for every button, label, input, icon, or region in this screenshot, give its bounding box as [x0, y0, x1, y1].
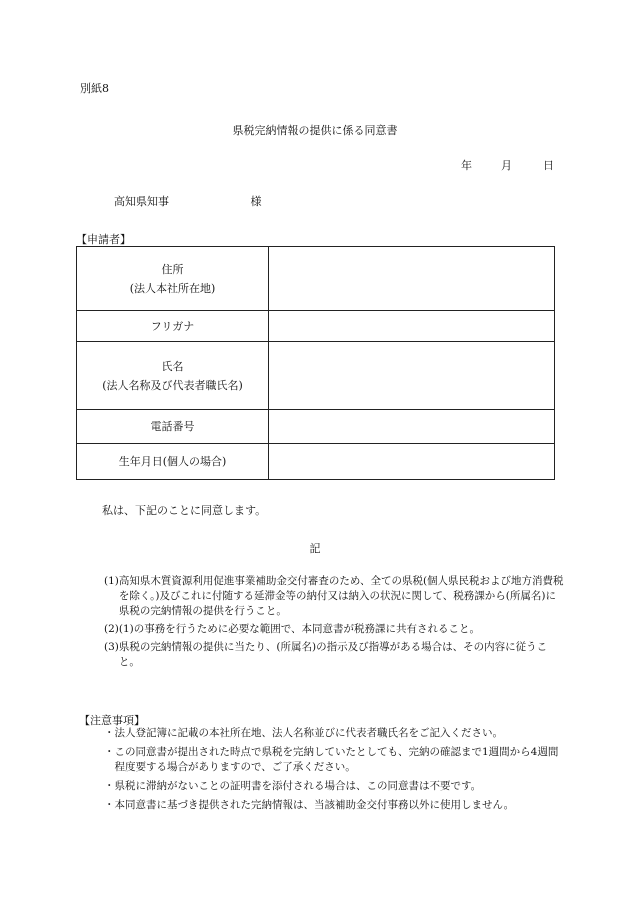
furigana-field[interactable]: [269, 311, 555, 342]
consent-items: [104, 574, 564, 673]
name-label: 氏名 (法人名称及び代表者職氏名): [77, 342, 269, 410]
birthdate-field[interactable]: [269, 444, 555, 480]
bullet-icon: ・: [104, 799, 115, 811]
date-year: 年: [461, 159, 472, 172]
document-number: 別紙8: [80, 82, 109, 95]
addressee: [114, 193, 262, 209]
consent-item: (1) 高知県木質資源利用促進事業補助金交付審査のため、全ての県税(個人県民税および地方消費税を除く。)及びこれに付随する延滞金等の納付又は納入の状況に関して、税務課から(所属名)に県税の完納情報の提供を行うこと。: [104, 575, 564, 617]
consent-statement: 私は、下記のことに同意します。: [102, 504, 267, 517]
bullet-icon: ・: [104, 727, 115, 739]
date-month: 月: [501, 159, 512, 172]
date-line: [461, 157, 554, 173]
address-label: 住所 (法人本社所在地): [77, 247, 269, 311]
consent-item: (3) 県税の完納情報の提供に当たり、(所属名)の指示及び指導がある場合は、その内容に従うこと。: [104, 641, 548, 668]
form-row-name: [77, 342, 555, 410]
consent-item: (2) (1)の事務を行うために必要な範囲で、本同意書が税務課に共有されること。: [104, 623, 481, 635]
form-row-furigana: [77, 311, 555, 342]
notes-heading: 【注意事項】: [79, 714, 145, 727]
name-field[interactable]: [269, 342, 555, 410]
address-field[interactable]: [269, 247, 555, 311]
note-item: ・ 本同意書に基づき提供された完納情報は、当該補助金交付事務以外に使用しません。: [104, 799, 515, 811]
ki-heading: 記: [309, 542, 321, 555]
addressee-name: 高知県知事: [114, 195, 169, 208]
note-item: ・ この同意書が提出された時点で県税を完納していたとしても、完納の確認まで1週間から4週間程度要する場合がありますので、ご了承ください。: [104, 746, 559, 773]
form-row-address: [77, 247, 555, 311]
form-row-birthdate: [77, 444, 555, 480]
note-item: ・ 県税に滞納がないことの証明書を添付される場合は、この同意書は不要です。: [104, 780, 482, 792]
document-title: 県税完納情報の提供に係る同意書: [232, 124, 398, 137]
notes-list: [104, 726, 564, 817]
phone-label: 電話番号: [77, 410, 269, 444]
bullet-icon: ・: [104, 746, 115, 758]
note-item: ・ 法人登記簿に記載の本社所在地、法人名称並びに代表者職氏名をご記入ください。: [104, 727, 503, 739]
birthdate-label: 生年月日(個人の場合): [77, 444, 269, 480]
phone-field[interactable]: [269, 410, 555, 444]
bullet-icon: ・: [104, 780, 115, 792]
applicant-heading: 【申請者】: [76, 233, 131, 246]
applicant-form-table: [76, 246, 555, 480]
date-day: 日: [543, 159, 554, 172]
form-row-phone: [77, 410, 555, 444]
addressee-honorific: 様: [250, 195, 262, 208]
furigana-label: フリガナ: [77, 311, 269, 342]
